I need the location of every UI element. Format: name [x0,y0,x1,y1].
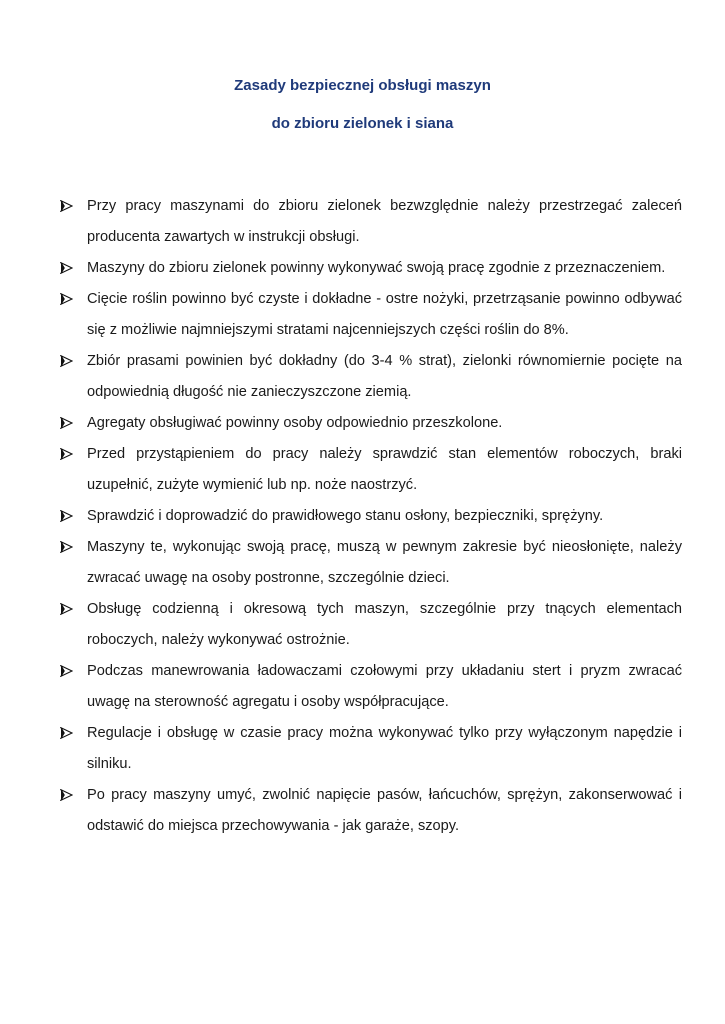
arrowhead-bullet-icon [60,191,78,222]
arrowhead-bullet-icon [60,532,78,563]
arrowhead-bullet-icon [60,284,78,315]
rule-text: Maszyny do zbioru zielonek powinny wykonywać swoją pracę zgodnie z przeznaczeniem. [87,260,666,276]
arrowhead-bullet-icon [60,346,78,377]
arrowhead-bullet-icon [60,501,78,532]
rule-text: Regulacje i obsługę w czasie pracy można wykonywać tylko przy wyłączonym napędzie i silniku. [87,725,682,772]
arrowhead-bullet-icon [60,408,78,439]
rule-item [60,284,682,346]
rule-item [60,346,682,408]
rule-item [60,718,682,780]
rule-text: Agregaty obsługiwać powinny osoby odpowiednio przeszkolone. [87,415,503,431]
rule-text: Przy pracy maszynami do zbioru zielonek bezwzględnie należy przestrzegać zaleceń producenta zawartych w instrukcji obsługi. [87,198,682,245]
rule-text: Podczas manewrowania ładowaczami czołowymi przy układaniu stert i pryzm zwracać uwagę na sterowność agregatu i osoby współpracujące. [87,663,682,710]
rule-item [60,191,682,253]
rule-item [60,408,682,439]
arrowhead-bullet-icon [60,718,78,749]
rule-text: Przed przystąpieniem do pracy należy sprawdzić stan elementów roboczych, braki uzupełnić, zużyte wymienić lub np. noże naostrzyć. [87,446,682,493]
arrowhead-bullet-icon [60,594,78,625]
arrowhead-bullet-icon [60,439,78,470]
rule-text: Cięcie roślin powinno być czyste i dokładne - ostre nożyki, przetrząsanie powinno odbywać się z możliwie najmniejszymi stratami najcenniejszych części roślin do 8%. [87,291,682,338]
rules-list [60,191,682,842]
rule-item [60,594,682,656]
document-title-line-2: do zbioru zielonek i siana [271,115,454,132]
rule-item [60,780,682,842]
rule-item [60,253,682,284]
rule-item [60,656,682,718]
document-title-line-1: Zasady bezpiecznej obsługi maszyn [234,77,491,94]
rule-text: Po pracy maszyny umyć, zwolnić napięcie pasów, łańcuchów, sprężyn, zakonserwować i odstawić do miejsca przechowywania - jak garaże, szopy. [87,787,682,834]
rule-text: Obsługę codzienną i okresową tych maszyn, szczególnie przy tnących elementach roboczych, należy wykonywać ostrożnie. [87,601,682,648]
rule-item [60,439,682,501]
arrowhead-bullet-icon [60,780,78,811]
rule-item [60,501,682,532]
arrowhead-bullet-icon [60,253,78,284]
rule-text: Zbiór prasami powinien być dokładny (do 3-4 % strat), zielonki równomiernie pocięte na odpowiednią długość nie zanieczyszczone ziemią. [87,353,682,400]
rule-text: Sprawdzić i doprowadzić do prawidłowego stanu osłony, bezpieczniki, sprężyny. [87,508,604,524]
rule-item [60,532,682,594]
rule-text: Maszyny te, wykonując swoją pracę, muszą w pewnym zakresie być nieosłonięte, należy zwracać uwagę na osoby postronne, szczególnie dzieci. [87,539,682,586]
arrowhead-bullet-icon [60,656,78,687]
